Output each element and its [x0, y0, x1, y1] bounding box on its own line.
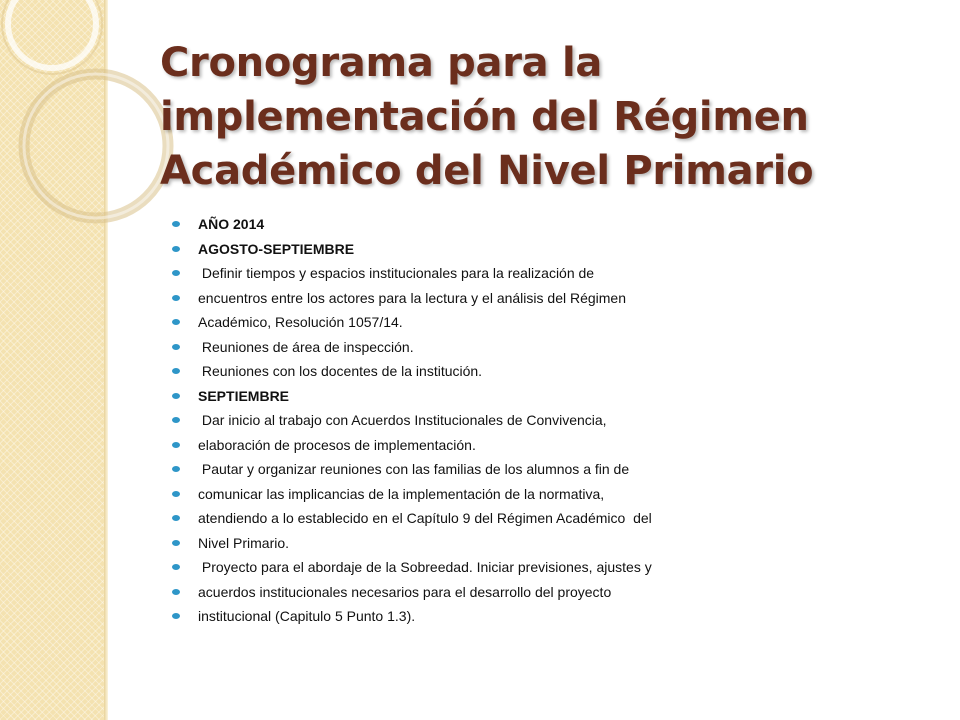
bullet-text: Nivel Primario. — [198, 534, 290, 551]
bullet-text: AÑO 2014 — [198, 216, 265, 232]
bullet-text: Proyecto para el abordaje de la Sobreedad. Iniciar previsiones, ajustes y — [198, 559, 652, 575]
bullet-dot-icon — [172, 564, 180, 570]
bullet-item — [172, 457, 912, 482]
bullet-item — [172, 604, 912, 629]
bullet-dot-icon — [172, 613, 180, 619]
bullet-dot-icon — [172, 491, 180, 497]
bullet-item — [172, 482, 912, 507]
bullet-text: Reuniones de área de inspección. — [198, 338, 414, 355]
bullet-dot-icon — [172, 466, 180, 472]
bullet-item — [172, 359, 912, 384]
decorative-ring-large-inner — [24, 74, 168, 218]
title-line-1: Cronograma para la — [160, 40, 603, 86]
bullet-text: acuerdos institucionales necesarios para el desarrollo del proyecto — [198, 583, 612, 600]
bullet-text: elaboración de procesos de implementación. — [198, 436, 476, 453]
bullet-text: Dar inicio al trabajo con Acuerdos Institucionales de Convivencia, — [198, 412, 607, 428]
bullet-list — [172, 212, 912, 629]
bullet-text: Definir tiempos y espacios institucionales para la realización de — [198, 265, 595, 281]
bullet-text: Académico, Resolución 1057/14. — [198, 314, 403, 330]
bullet-item — [172, 384, 912, 409]
bullet-item — [172, 261, 912, 286]
bullet-dot-icon — [172, 368, 180, 374]
bullet-dot-icon — [172, 417, 180, 423]
bullet-item — [172, 237, 912, 262]
decorative-ring-small — [8, 0, 96, 68]
bullet-item — [172, 408, 912, 433]
bullet-text: AGOSTO-SEPTIEMBRE — [198, 240, 355, 257]
bullet-dot-icon — [172, 270, 180, 276]
title-line-3: Académico del Nivel Primario — [160, 148, 814, 194]
bullet-text: SEPTIEMBRE — [198, 387, 290, 404]
bullet-item — [172, 212, 912, 237]
bullet-item — [172, 335, 912, 360]
bullet-dot-icon — [172, 246, 180, 252]
bullet-text: encuentros entre los actores para la lectura y el análisis del Régimen — [198, 289, 627, 306]
bullet-item — [172, 555, 912, 580]
bullet-item — [172, 506, 912, 531]
bullet-dot-icon — [172, 515, 180, 521]
bullet-dot-icon — [172, 393, 180, 399]
decorative-ring-small-outline — [2, 0, 102, 74]
bullet-item — [172, 310, 912, 335]
bullet-dot-icon — [172, 221, 180, 227]
bullet-text: Pautar y organizar reuniones con las familias de los alumnos a fin de — [198, 461, 630, 477]
bullet-dot-icon — [172, 589, 180, 595]
bullet-text: atendiendo a lo establecido en el Capítulo 9 del Régimen Académico del — [198, 510, 652, 526]
bullet-text: comunicar las implicancias de la implementación de la normativa, — [198, 485, 605, 502]
bullet-item — [172, 580, 912, 605]
bullet-item — [172, 286, 912, 311]
bullet-text: Reuniones con los docentes de la institución. — [198, 363, 483, 379]
bullet-dot-icon — [172, 295, 180, 301]
bullet-text: institucional (Capitulo 5 Punto 1.3). — [198, 608, 416, 624]
slide-title — [160, 36, 920, 198]
title-line-2: implementación del Régimen — [160, 94, 809, 140]
bullet-dot-icon — [172, 442, 180, 448]
bullet-dot-icon — [172, 344, 180, 350]
bullet-dot-icon — [172, 540, 180, 546]
bullet-dot-icon — [172, 319, 180, 325]
bullet-item — [172, 531, 912, 556]
bullet-item — [172, 433, 912, 458]
